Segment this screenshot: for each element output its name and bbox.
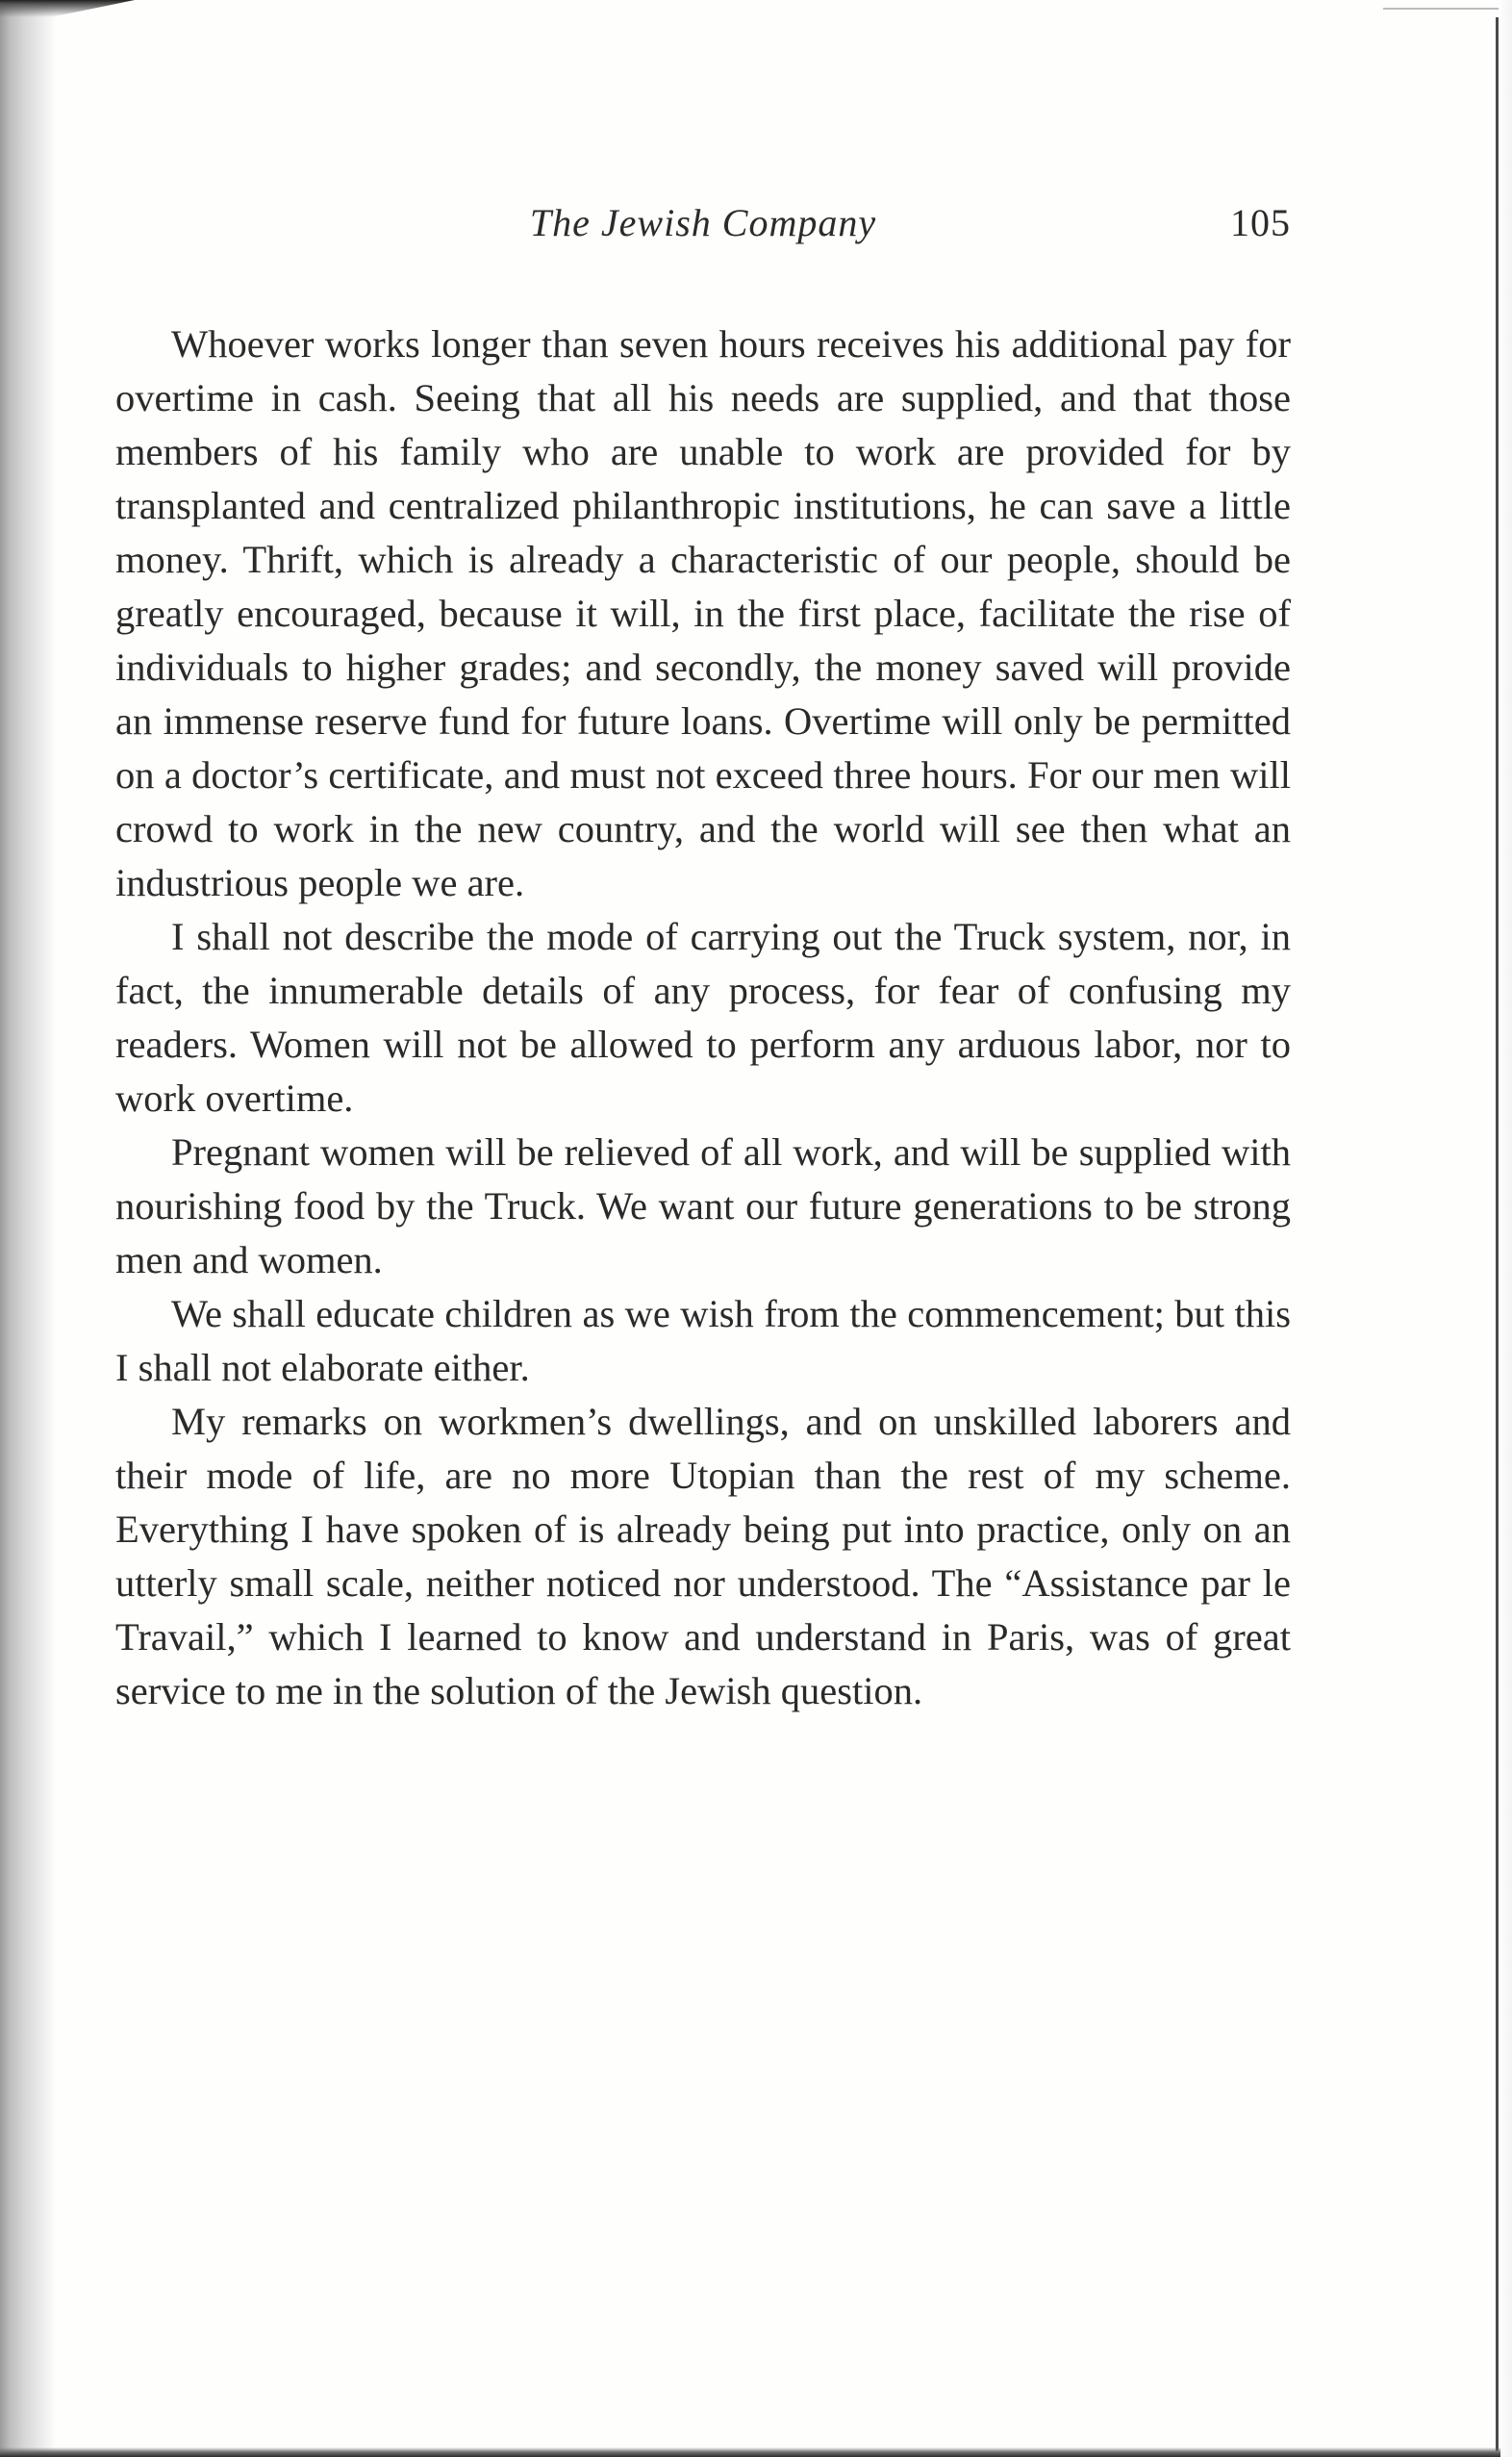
- paragraph: My remarks on workmen’s dwellings, and on unskilled laborers and their mode of life, are no more Utopian than the rest of my scheme. Everything I have spoken of is already being put into practice, only on an utterly small scale, neither noticed nor understood. The “Assistance par le Travail,” which I learned to know and understand in Paris, was of great service to me in the solution of the Jewish question.: [115, 1400, 1291, 1712]
- page-header: [115, 200, 1291, 258]
- scan-shadow-corner: [0, 0, 135, 19]
- scan-shadow-right: [1499, 0, 1512, 2457]
- scan-edge-line-right: [1496, 17, 1499, 2451]
- scan-edge-line-top: [1383, 8, 1499, 10]
- running-title: The Jewish Company: [529, 201, 877, 244]
- paragraph: Whoever works longer than seven hours receives his additional pay for overtime in cash. Seeing that all his needs are supplied, and that those members of his family who are unable to work are provided for by transplanted and centralized philanthropic institutions, he can save a little money. Thrift, which is already a characteristic of our people, should be greatly encouraged, because it will, in the first place, facilitate the rise of individuals to higher grades; and secondly, the money saved will provide an immense reserve fund for future loans. Overtime will only be permitted on a doctor’s certificate, and must not exceed three hours. For our men will crowd to work in the new country, and the world will see then what an industrious people we are.: [115, 322, 1291, 904]
- scan-shadow-bottom: [0, 2447, 1500, 2457]
- page-number: 105: [1230, 201, 1291, 244]
- scan-shadow-left: [0, 0, 56, 2457]
- body-text: [115, 317, 1291, 1718]
- paragraph: We shall educate children as we wish from the commencement; but this I shall not elaborate either.: [115, 1292, 1291, 1389]
- paragraph: Pregnant women will be relieved of all work, and will be supplied with nourishing food by the Truck. We want our future generations to be strong men and women.: [115, 1130, 1291, 1281]
- paragraph: I shall not describe the mode of carrying out the Truck system, nor, in fact, the innumerable details of any process, for fear of confusing my readers. Women will not be allowed to perform any arduous labor, nor to work overtime.: [115, 915, 1291, 1120]
